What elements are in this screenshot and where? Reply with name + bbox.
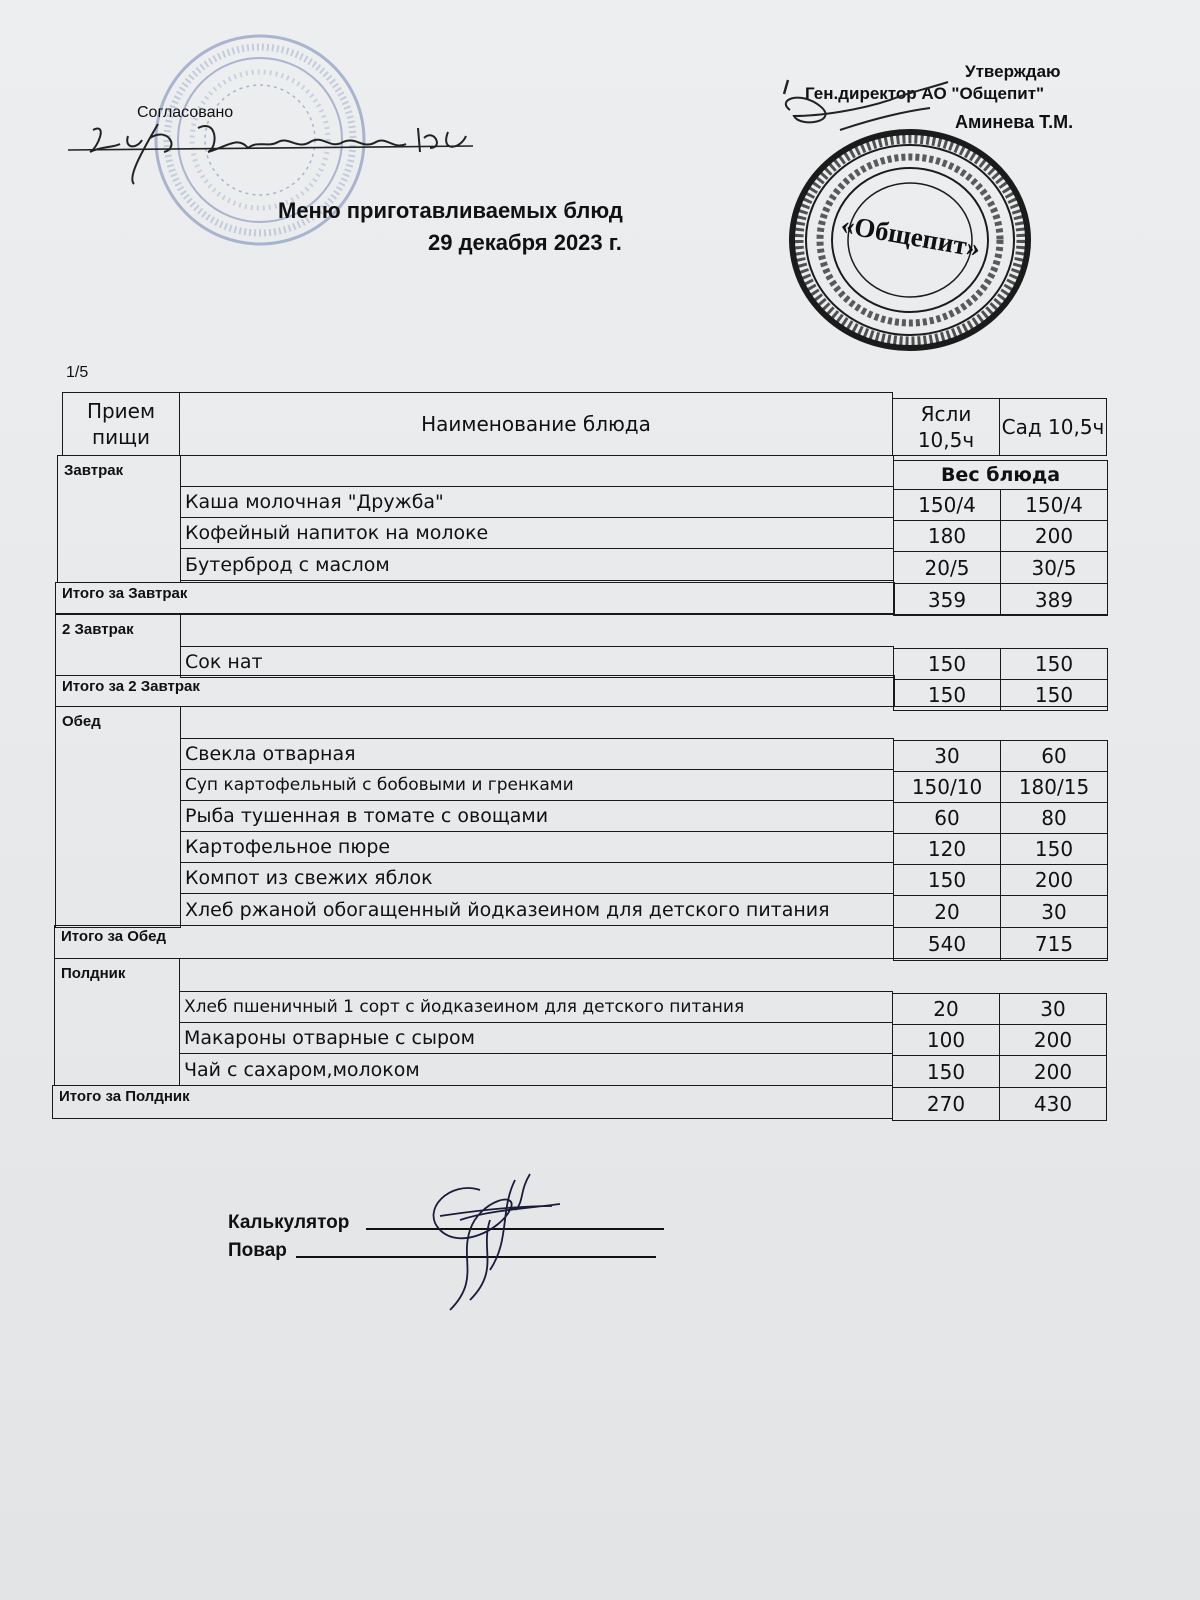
meal-breakfast: Завтрак: [57, 455, 181, 583]
dish-yasli: 150: [892, 1055, 1000, 1088]
header-dish-name: Наименование блюда: [179, 392, 893, 456]
total-label: Итого за Обед: [54, 925, 894, 959]
approver-name: Аминева Т.М.: [955, 112, 1074, 132]
dish-yasli: 30: [893, 740, 1001, 772]
dish-name: Свекла отварная: [180, 738, 894, 770]
total-yasli: 150: [893, 679, 1001, 711]
section-spacer: [180, 614, 1108, 648]
dish-sad: 150: [1000, 833, 1108, 865]
dish-sad: 30: [999, 993, 1107, 1025]
document-title: Меню приготавливаемых блюд: [278, 198, 623, 223]
dish-name: Рыба тушенная в томате с овощами: [180, 800, 894, 832]
dish-name: Компот из свежих яблок: [180, 862, 894, 894]
signature-bottom: [420, 1170, 560, 1320]
dish-sad: 200: [999, 1024, 1107, 1056]
dish-sad: 80: [1000, 802, 1108, 834]
dish-yasli: 150: [893, 864, 1001, 896]
dish-sad: 30/5: [1000, 551, 1108, 584]
header-meal: Прием пищи: [62, 392, 180, 456]
dish-name: Кофейный напиток на молоке: [180, 517, 894, 549]
dish-yasli: 20: [893, 895, 1001, 928]
total-yasli: 270: [892, 1087, 1000, 1121]
dish-yasli: 20: [892, 993, 1000, 1025]
meal-afternoon-snack: Полдник: [54, 958, 180, 1086]
dish-sad: 200: [1000, 520, 1108, 552]
dish-yasli: 180: [893, 520, 1001, 552]
agreed-label: Согласовано: [137, 104, 234, 121]
dish-sad: 30: [1000, 895, 1108, 928]
dish-name: Бутерброд с маслом: [180, 548, 894, 581]
page-number: 1/5: [66, 364, 89, 381]
dish-sad: 200: [1000, 864, 1108, 896]
total-label: Итого за Полдник: [52, 1085, 893, 1119]
dish-sad: 180/15: [1000, 771, 1108, 803]
weight-row-spacer: [180, 455, 894, 487]
dish-yasli: 100: [892, 1024, 1000, 1056]
dish-sad: 150/4: [1000, 489, 1108, 521]
total-label: Итого за Завтрак: [55, 582, 895, 614]
weight-label: Вес блюда: [893, 460, 1108, 490]
total-sad: 389: [1000, 583, 1108, 616]
dish-name: Сок нат: [180, 646, 894, 678]
section-spacer: [179, 958, 1108, 993]
header-yasli: Ясли 10,5ч: [892, 398, 1000, 456]
dish-yasli: 150/10: [893, 771, 1001, 803]
calculator-label: Калькулятор: [228, 1212, 350, 1233]
dish-sad: 200: [999, 1055, 1107, 1088]
dish-yasli: 150/4: [893, 489, 1001, 521]
dish-name: Картофельное пюре: [180, 831, 894, 863]
total-sad: 715: [1000, 927, 1108, 961]
dish-name: Макароны отварные с сыром: [179, 1022, 893, 1054]
approver-position: Ген.директор АО "Общепит": [805, 84, 1045, 103]
header-sad: Сад 10,5ч: [999, 398, 1107, 456]
document-date: 29 декабря 2023 г.: [428, 230, 622, 255]
meal-lunch: Обед: [55, 706, 181, 928]
dish-name: Чай с сахаром,молоком: [179, 1053, 893, 1086]
total-yasli: 359: [893, 583, 1001, 616]
total-sad: 430: [999, 1087, 1107, 1121]
menu-table: [52, 390, 1106, 1135]
dish-name: Хлеб ржаной обогащенный йодказеином для детского питания: [180, 893, 894, 926]
signature-left: [68, 118, 478, 188]
dish-name: Каша молочная "Дружба": [180, 486, 894, 518]
dish-yasli: 150: [893, 648, 1001, 680]
dish-sad: 60: [1000, 740, 1108, 772]
dish-yasli: 120: [893, 833, 1001, 865]
cook-label: Повар: [228, 1240, 287, 1261]
stamp-text: «Общепит»: [838, 209, 983, 264]
total-sad: 150: [1000, 679, 1108, 711]
section-spacer: [180, 706, 1108, 740]
total-yasli: 540: [893, 927, 1001, 961]
dish-name: Суп картофельный с бобовыми и гренками: [180, 769, 894, 801]
meal-second-breakfast: 2 Завтрак: [55, 614, 181, 676]
dish-yasli: 20/5: [893, 551, 1001, 584]
dish-sad: 150: [1000, 648, 1108, 680]
total-label: Итого за 2 Завтрак: [55, 675, 895, 707]
company-stamp: [785, 125, 1035, 355]
dish-name: Хлеб пшеничный 1 сорт с йодказеином для детского питания: [179, 991, 893, 1023]
dish-yasli: 60: [893, 802, 1001, 834]
approve-label: Утверждаю: [965, 62, 1061, 81]
